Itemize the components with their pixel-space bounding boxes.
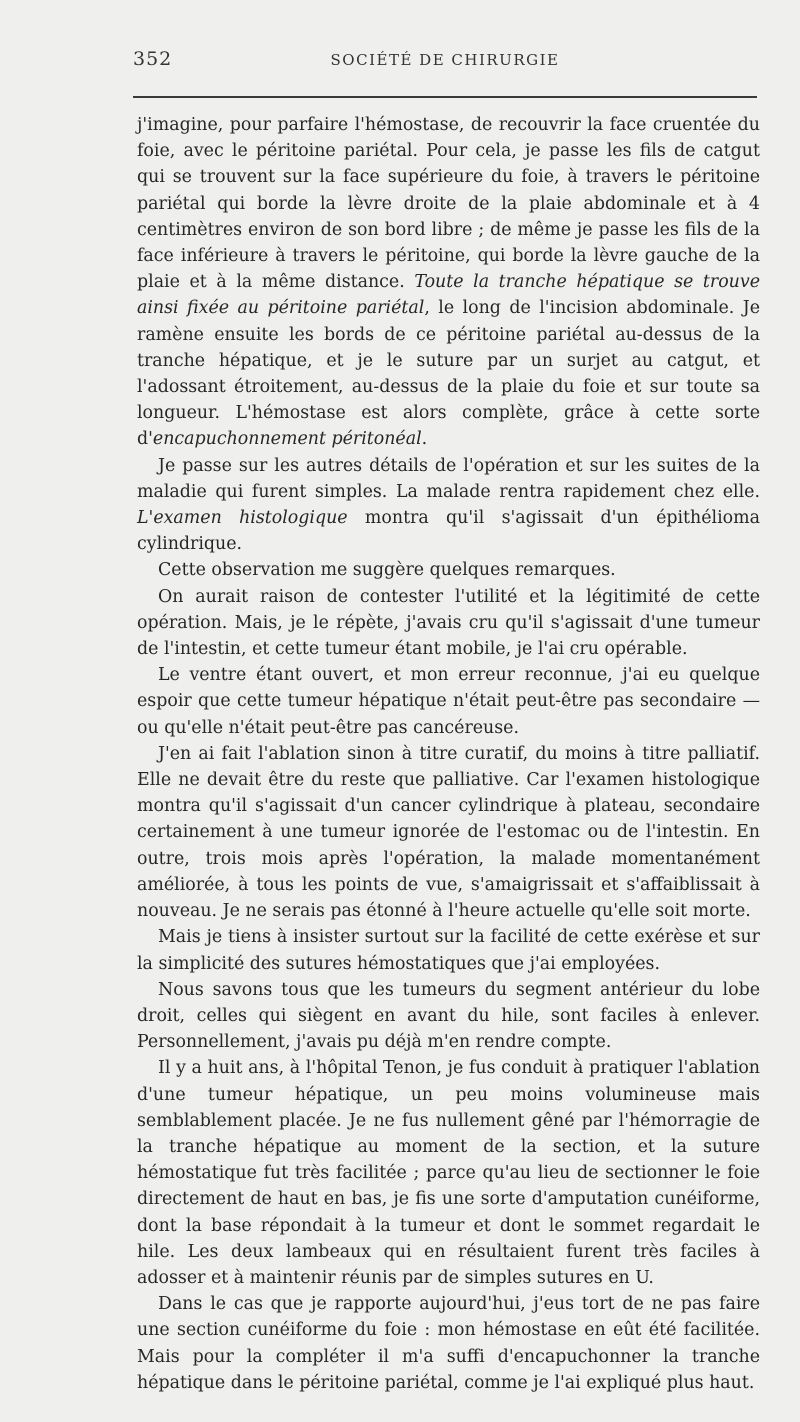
text-run: j'imagine, pour parfaire l'hémostase, de recouvrir la face cruentée du foie, avec le péritoine pariétal. Pour cela, je passe les fils de catgut qui se trouvent sur la face supérieure du foie, à travers le péritoine pariétal qui borde la lèvre droite de la plaie abdominale et à 4 centimètres environ de son bord libre ; de même je passe les fils de la face inférieure à travers le péritoine, qui borde la lèvre gauche de la plaie et à la même distance. — [137, 115, 760, 293]
italic-phrase: Toute la tranche hépatique se trouve ainsi fixée au péritoine pariétal — [137, 272, 760, 319]
text-run: Nous savons tous que les tumeurs du segment antérieur du lobe droit, celles qui siègent en avant du hile, sont faciles à enlever. Personnellement, j'avais pu déjà m'en rendre compte. — [137, 979, 760, 1053]
text-run: Je passe sur les autres détails de l'opération et sur les suites de la maladie qui furent simples. La malade rentra rapidement chez elle. — [137, 455, 760, 502]
page-number: 352 — [133, 48, 173, 70]
text-run: . — [421, 429, 428, 450]
text-run: Le ventre étant ouvert, et mon erreur reconnue, j'ai eu quelque espoir que cette tumeur hépatique n'était peut-être pas secondaire — ou qu'elle n'était peut-être pas cancéreuse. — [137, 665, 760, 738]
paragraph-p9 — [137, 1055, 760, 1291]
text-run: Dans le cas que je rapporte aujourd'hui, j'eus tort de ne pas faire une section cunéiforme du foie : mon hémostase en eût été facilitée. Mais pour la compléter il m'a suffi d'encapuchonner la tranche hépatique dans le péritoine pariétal, comme je l'ai expliqué plus haut. — [137, 1294, 760, 1393]
header-rule — [133, 96, 757, 98]
text-run: On aurait raison de contester l'utilité et la légitimité de cette opération. Mais, je le répète, j'avais cru qu'il s'agissait d'une tumeur de l'intestin, et cette tumeur étant mobile, je l'ai cru opérable. — [137, 586, 760, 660]
page-header — [133, 48, 757, 72]
running-title: SOCIÉTÉ DE CHIRURGIE — [330, 51, 560, 69]
italic-phrase: L'examen histologique — [137, 508, 348, 529]
text-run: montra qu'il s'agissait d'un épithélioma cylindrique. — [137, 508, 760, 555]
paragraph-p7 — [137, 924, 760, 976]
paragraph-p6 — [137, 741, 760, 924]
text-run: J'en ai fait l'ablation sinon à titre curatif, du moins à titre palliatif. Elle ne devait être du reste que palliative. Car l'examen histologique montra qu'il s'agissait d'un cancer cylindrique à plateau, secondaire certainement à une tumeur ignorée de l'estomac ou de l'intestin. En outre, trois mois après l'opération, la malade momentanément améliorée, à tous les points de vue, s'amaigrissait et s'affaiblissait à nouveau. Je ne serais pas étonné à l'heure actuelle qu'elle soit morte. — [137, 743, 760, 922]
body-text — [137, 112, 760, 1396]
paragraph-p2 — [137, 453, 760, 558]
text-run: Il y a huit ans, à l'hôpital Tenon, je fus conduit à pratiquer l'ablation d'une tumeur hépatique, un peu moins volumineuse mais semblablement placée. Je ne fus nullement gêné par l'hémorragie de la tranche hépatique au moment de la section, et la suture hémostatique fut très facilitée ; parce qu'au lieu de sectionner le foie directement de haut en bas, je fis une sorte d'amputation cunéiforme, dont la base répondait à la tumeur et dont le sommet regardait le hile. Les deux lambeaux qui en résultaient furent très faciles à adosser et à maintenir réunis par de simples sutures en U. — [137, 1058, 760, 1288]
italic-phrase: encapuchonnement péritonéal — [152, 429, 422, 450]
text-run: Cette observation me suggère quelques remarques. — [158, 560, 616, 581]
paragraph-p4 — [137, 584, 760, 663]
text-run: Mais je tiens à insister surtout sur la facilité de cette exérèse et sur la simplicité des sutures hémostatiques que j'ai employées. — [137, 927, 760, 974]
paragraph-p10 — [137, 1291, 760, 1396]
text-run: , le long de l'incision abdominale. Je ramène ensuite les bords de ce péritoine pariétal au-dessus de la tranche hépatique, et je le suture par un surjet au catgut, et l'adossant étroitement, au-dessus de la plaie du foie et sur toute sa longueur. L'hémostase est alors complète, grâce à cette sorte d' — [137, 298, 761, 450]
paragraph-p3 — [137, 557, 760, 583]
paragraph-p5 — [137, 662, 760, 741]
paragraph-p1 — [137, 112, 760, 453]
paragraph-p8 — [137, 977, 760, 1056]
